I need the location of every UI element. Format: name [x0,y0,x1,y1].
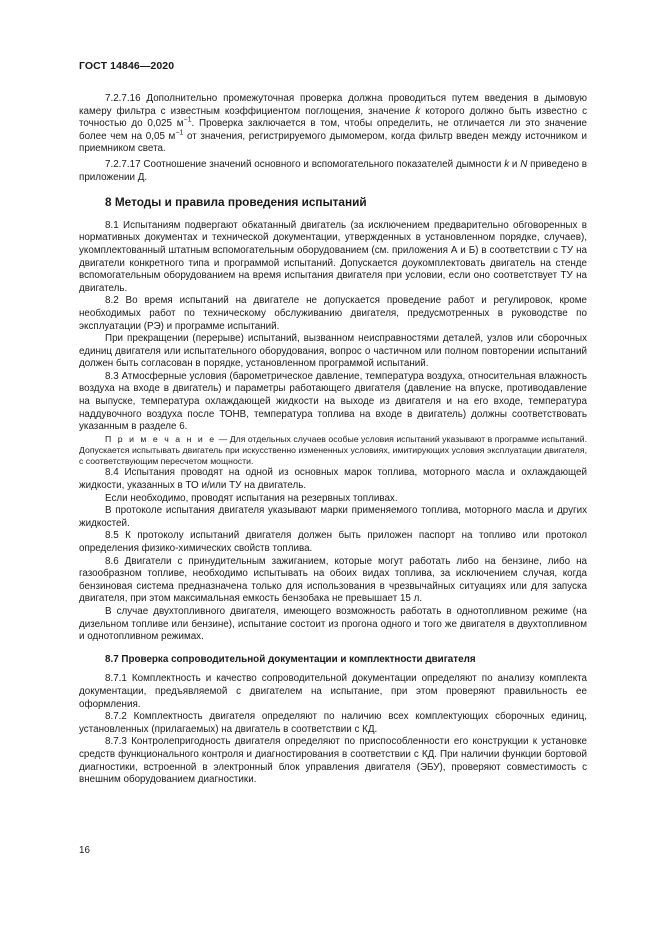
paragraph-8-7-2: 8.7.2 Комплектность двигателя определяют по наличию всех комплектующих сборочных единиц, установленных (прилагаемых) на двигатель в соответствии с КД. [79,711,587,735]
paragraph-8-5: 8.5 К протоколу испытаний двигателя должен быть приложен паспорт на топливо или протокол определения физико-химических свойств топлива. [79,530,587,555]
subsection-8-7-title: 8.7 Проверка сопроводительной документации и комплектности двигателя [105,653,476,665]
paragraph-7-2-7-16 [79,93,587,156]
paragraph-8-4: 8.4 Испытания проводят на одной из основных марок топлива, моторного масла и охлаждающей жидкости, указанных в ТО и/или ТУ на двигатель. [79,467,587,492]
paragraph-8-7-1: 8.7.1 Комплектность и качество сопроводительной документации определяют по анализу комплекта документации, предъявляемой с двигателем на испытание, при этом проверяют правильность ее оформления. [79,673,587,710]
paragraph-8-1: 8.1 Испытаниям подвергают обкатанный двигатель (за исключением предварительно обговоренных в нормативных документах и технической документации, утвержденных в установленном порядке, случаев), укомплектованный штатным вспомогательным оборудованием (см. приложения А и Б) в соответствии с ТУ на двигатели конкретного типа и программой испытаний. Допускается доукомплектовать двигатель на стенде вспомогательным оборудованием на время испытания двигателя при условии, если оно соответствует ТУ на двигатель. [79,219,587,294]
note-text: — Для отдельных случаев особые условия испытаний указывают в программе испытаний. Допускается испытывать двигатель при искусственно измененных условиях, имитирующих условия эксплуатации двигателя, с соответствующим пересчетом мощности. [79,433,587,467]
p7-2-7-16-text-4: от значения, регистрируемого дымомером, когда фильтр введен между источником и приемником света. [79,130,588,155]
p7-2-7-16-sup-2: −1 [175,129,184,137]
p7-2-7-16-sup-1: −1 [183,116,192,124]
paragraph-8-3: 8.3 Атмосферные условия (барометрическое давление, температура воздуха, относительная влажность воздуха на входе в двигатель) и параметры работающего двигателя (давление на впуске, противодавление на выпуске, температура охлаждающей жидкости на выходе из двигателя и на его входе, температура наддувочного воздуха после ТОНВ, температура топлива на входе в двигатель) должны соответствовать указанным в разделе 6. [79,370,587,433]
section-8-title: 8 Методы и правила проведения испытаний [105,195,367,210]
page-number: 16 [79,845,90,856]
p7-2-7-17-text-1: 7.2.7.17 Соотношение значений основного и вспомогательного показателей дымности [105,158,505,170]
paragraph-8-6-b: В случае двухтопливного двигателя, имеющего возможность работать в однотопливном режиме (на дизельном топливе или бензине), испытание состоит из прогона одного и того же двигателя в двухтопливном и однотопливном режимах. [79,605,587,643]
paragraph-8-7-3: 8.7.3 Контролепригодность двигателя определяют по приспособленности его конструкции к установке средств функционального контроля и диагностирования в соответствии с КД. При наличии функции бортовой диагностики, встроенной в электронный блок управления двигателя (ЭБУ), проверяют совместимость с внешним оборудованием диагностики. [79,736,587,786]
document-header: ГОСТ 14846—2020 [79,60,175,72]
p7-2-7-17-var-n: N [520,158,528,170]
p7-2-7-17-var-k: k [504,158,510,170]
note-label: П р и м е ч а н и е [105,433,217,444]
paragraph-8-4-c: В протоколе испытания двигателя указывают марки применяемого топлива, моторного масла и других жидкостей. [79,505,587,529]
paragraph-8-4-b: Если необходимо, проводят испытания на резервных топливах. [105,492,398,504]
paragraph-8-2: 8.2 Во время испытаний на двигателе не допускается проведение работ и регулировок, кроме необходимых работ по техническому обслуживанию двигателя, предусмотренных в руководстве по эксплуатации (РЭ) и программе испытаний. [79,295,587,332]
p7-2-7-16-text-3: . Проверка заключается в том, чтобы определить, не отличается ли это значение более чем на 0,05 м [79,118,587,142]
paragraph-7-2-7-17 [79,159,587,184]
document-body [79,93,587,787]
p7-2-7-16-text-1: 7.2.7.16 Дополнительно промежуточная проверка должна проводиться путем введения в дымовую камеру фильтра с известным коэффициентом поглощения, значение [79,93,587,117]
paragraph-8-2-b: При прекращении (перерыве) испытаний, вызванном неисправностями деталей, узлов или сборочных единиц двигателя или испытательного оборудования, вопрос о частичном или полном повторении испытаний должен быть согласован в порядке, установленном программой испытаний. [79,333,587,370]
paragraph-8-6: 8.6 Двигатели с принудительным зажиганием, которые могут работать либо на бензине, либо на газообразном топливе, необходимо испытывать на обоих видах топлива, за исключением случая, когда бензиновая система предназначена только для использования в чрезвычайных ситуациях или для запуска двигателя, при этом максимальная емкость бензобака не превышает 15 л. [79,555,587,605]
p7-2-7-17-text-2: и [509,158,521,170]
p7-2-7-16-var-k: k [415,105,421,117]
p7-2-7-17-text-3: приведено в приложении Д. [79,158,588,183]
p7-2-7-16-text-2: которого должно быть известно с точностью до 0,025 м [79,105,587,130]
note [79,434,587,468]
